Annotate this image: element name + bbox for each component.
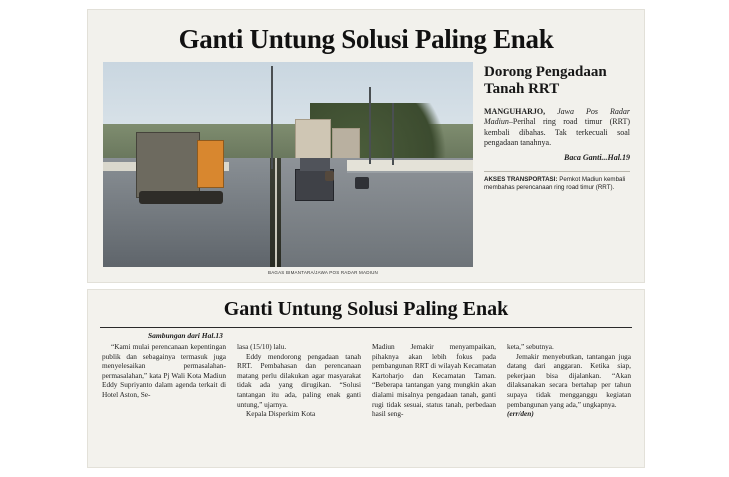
photo-right-guardrail	[347, 160, 473, 172]
divider-rule	[100, 327, 632, 328]
body-column-3	[372, 342, 496, 419]
paragraph: Kepala Disperkim Kota	[246, 409, 316, 419]
photo-truck-cargo	[136, 132, 200, 198]
bottom-clipping	[88, 290, 644, 467]
jump-line: Baca Ganti...Hal.19	[563, 152, 630, 162]
lead-text: –Perihal ring road timur (RRT) kembali dibahas. Tak terkecuali soal pengadaan tanahnya.	[484, 117, 630, 148]
photo-motorcycle	[325, 171, 334, 181]
body-column-2	[237, 342, 361, 419]
dateline-source: Jawa Pos Radar Madiun	[484, 107, 630, 127]
photo-utility-pole	[392, 103, 394, 165]
paragraph: “Kami mulai perencanaan kepentingan publik dan sebagainya termasuk juga menyelesaikan permasalahan-permasalahan,” kata Pj Wali Kota Madiun Eddy Supriyanto dalam agenda terkait di Hotel Aston, Se-	[102, 342, 226, 399]
photo-median-line	[275, 158, 277, 267]
photo-utility-pole	[271, 66, 273, 169]
photo-utility-pole	[369, 87, 371, 165]
paragraph: lasa (15/10) lalu.	[237, 342, 287, 351]
top-right-column	[484, 64, 630, 192]
photo-car	[355, 177, 370, 189]
paragraph: Eddy mendorong pengadaan tanah RRT. Pembahasan dan perencanaan matang perlu dilakukan agar masyarakat tidak ada yang dirugikan. “Solusi tantangan itu ada, paling enak ganti untung,” ujarnya.	[237, 351, 361, 409]
top-lead-paragraph	[484, 107, 630, 149]
continuation-note: Sambungan dari Hal.13	[148, 331, 223, 340]
photo-van-roof	[300, 158, 330, 171]
photo-truck-wheels	[139, 191, 223, 204]
photo-truck	[136, 132, 247, 214]
paragraph: Madiun Jemakir menyampaikan, pihaknya akan lebih fokus pada pembangunan RRT di wilayah Kecamatan Kartoharjo dan Kecamatan Taman. “Beberapa tantangan yang mungkin akan dialami misalnya pengadaan tanah, ganti rugi tidak sesuai, status tanah, perbedaan hasil seng-	[372, 342, 496, 419]
photo-building	[295, 119, 330, 162]
top-subhead: Dorong Pengadaan Tanah RRT	[484, 64, 607, 97]
body-columns	[102, 342, 632, 419]
body-column-1	[102, 342, 226, 419]
photo-credit: BAGAS BIMANTARA/JAWA POS RADAR MADIUN	[268, 270, 378, 275]
byline-code: (err/den)	[507, 409, 534, 419]
photo-truck-cab	[197, 140, 223, 188]
news-photo	[103, 62, 473, 267]
top-headline: Ganti Untung Solusi Paling Enak	[178, 24, 554, 54]
paragraph: keta,” sebutnya.	[507, 342, 554, 351]
body-column-4	[507, 342, 631, 419]
caption-text: Pemkot Madiun kembali membahas perencanaan ring road timur (RRT).	[484, 175, 626, 192]
top-clipping	[88, 10, 644, 282]
bottom-headline: Ganti Untung Solusi Paling Enak	[223, 298, 509, 320]
caption-label: AKSES TRANSPORTASI:	[484, 175, 558, 183]
photo-building	[332, 128, 360, 161]
photo-caption	[484, 171, 630, 193]
dateline-city: MANGUHARJO,	[484, 107, 546, 116]
paragraph: Jemakir menyebutkan, tantangan juga datang dari anggaran. Ketika siap, pekerjaan bisa dijalankan. “Akan dilaksanakan secara bertahap per tahun supaya tidak mengganggu kegiatan pembangunan yang ada,” ungkapnya.	[507, 351, 631, 409]
